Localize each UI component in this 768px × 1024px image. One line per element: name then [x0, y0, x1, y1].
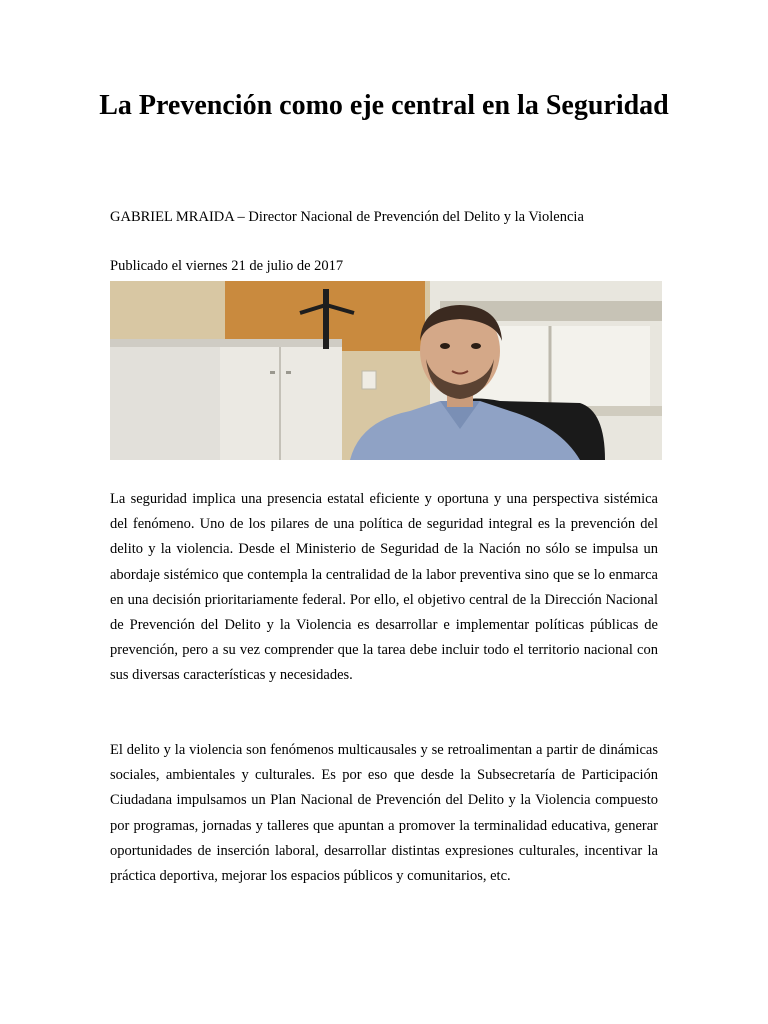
body-paragraph-2: El delito y la violencia son fenómenos multicausales y se retroalimentan a partir de dinámicas sociales, ambientales y culturales. Es por eso que desde la Subsecretaría de Participación Ciudadana impulsamos un Plan Nacional de Prevención del Delito y la Violencia compuesto por programas, jornadas y talleres que apuntan a promover la terminalidad educativa, generar oportunidades de inserción laboral, desarrollar distintas expresiones culturales, incentivar la práctica deportiva, mejorar los espacios públicos y comunitarios, etc. — [110, 742, 658, 885]
publication-date: Publicado el viernes 21 de julio de 2017 — [110, 258, 344, 274]
author-photo — [110, 281, 662, 460]
author-byline: GABRIEL MRAIDA – Director Nacional de Prevención del Delito y la Violencia — [110, 209, 584, 225]
article-title: La Prevención como eje central en la Seguridad — [99, 90, 669, 121]
body-paragraph-1: La seguridad implica una presencia estatal eficiente y oportuna y una perspectiva sistémica del fenómeno. Uno de los pilares de una política de seguridad integral es la prevención del delito y la violencia. Desde el Ministerio de Seguridad de la Nación no sólo se impulsa un abordaje sistémico que contempla la centralidad de la labor preventiva sino que se lo enmarca en una decisión prioritariamente federal. Por ello, el objetivo central de la Dirección Nacional de Prevención del Delito y la Violencia es desarrollar e implementar políticas públicas de prevención, pero a su vez comprender que la tarea debe incluir todo el territorio nacional con sus diversas características y necesidades. — [110, 491, 658, 684]
